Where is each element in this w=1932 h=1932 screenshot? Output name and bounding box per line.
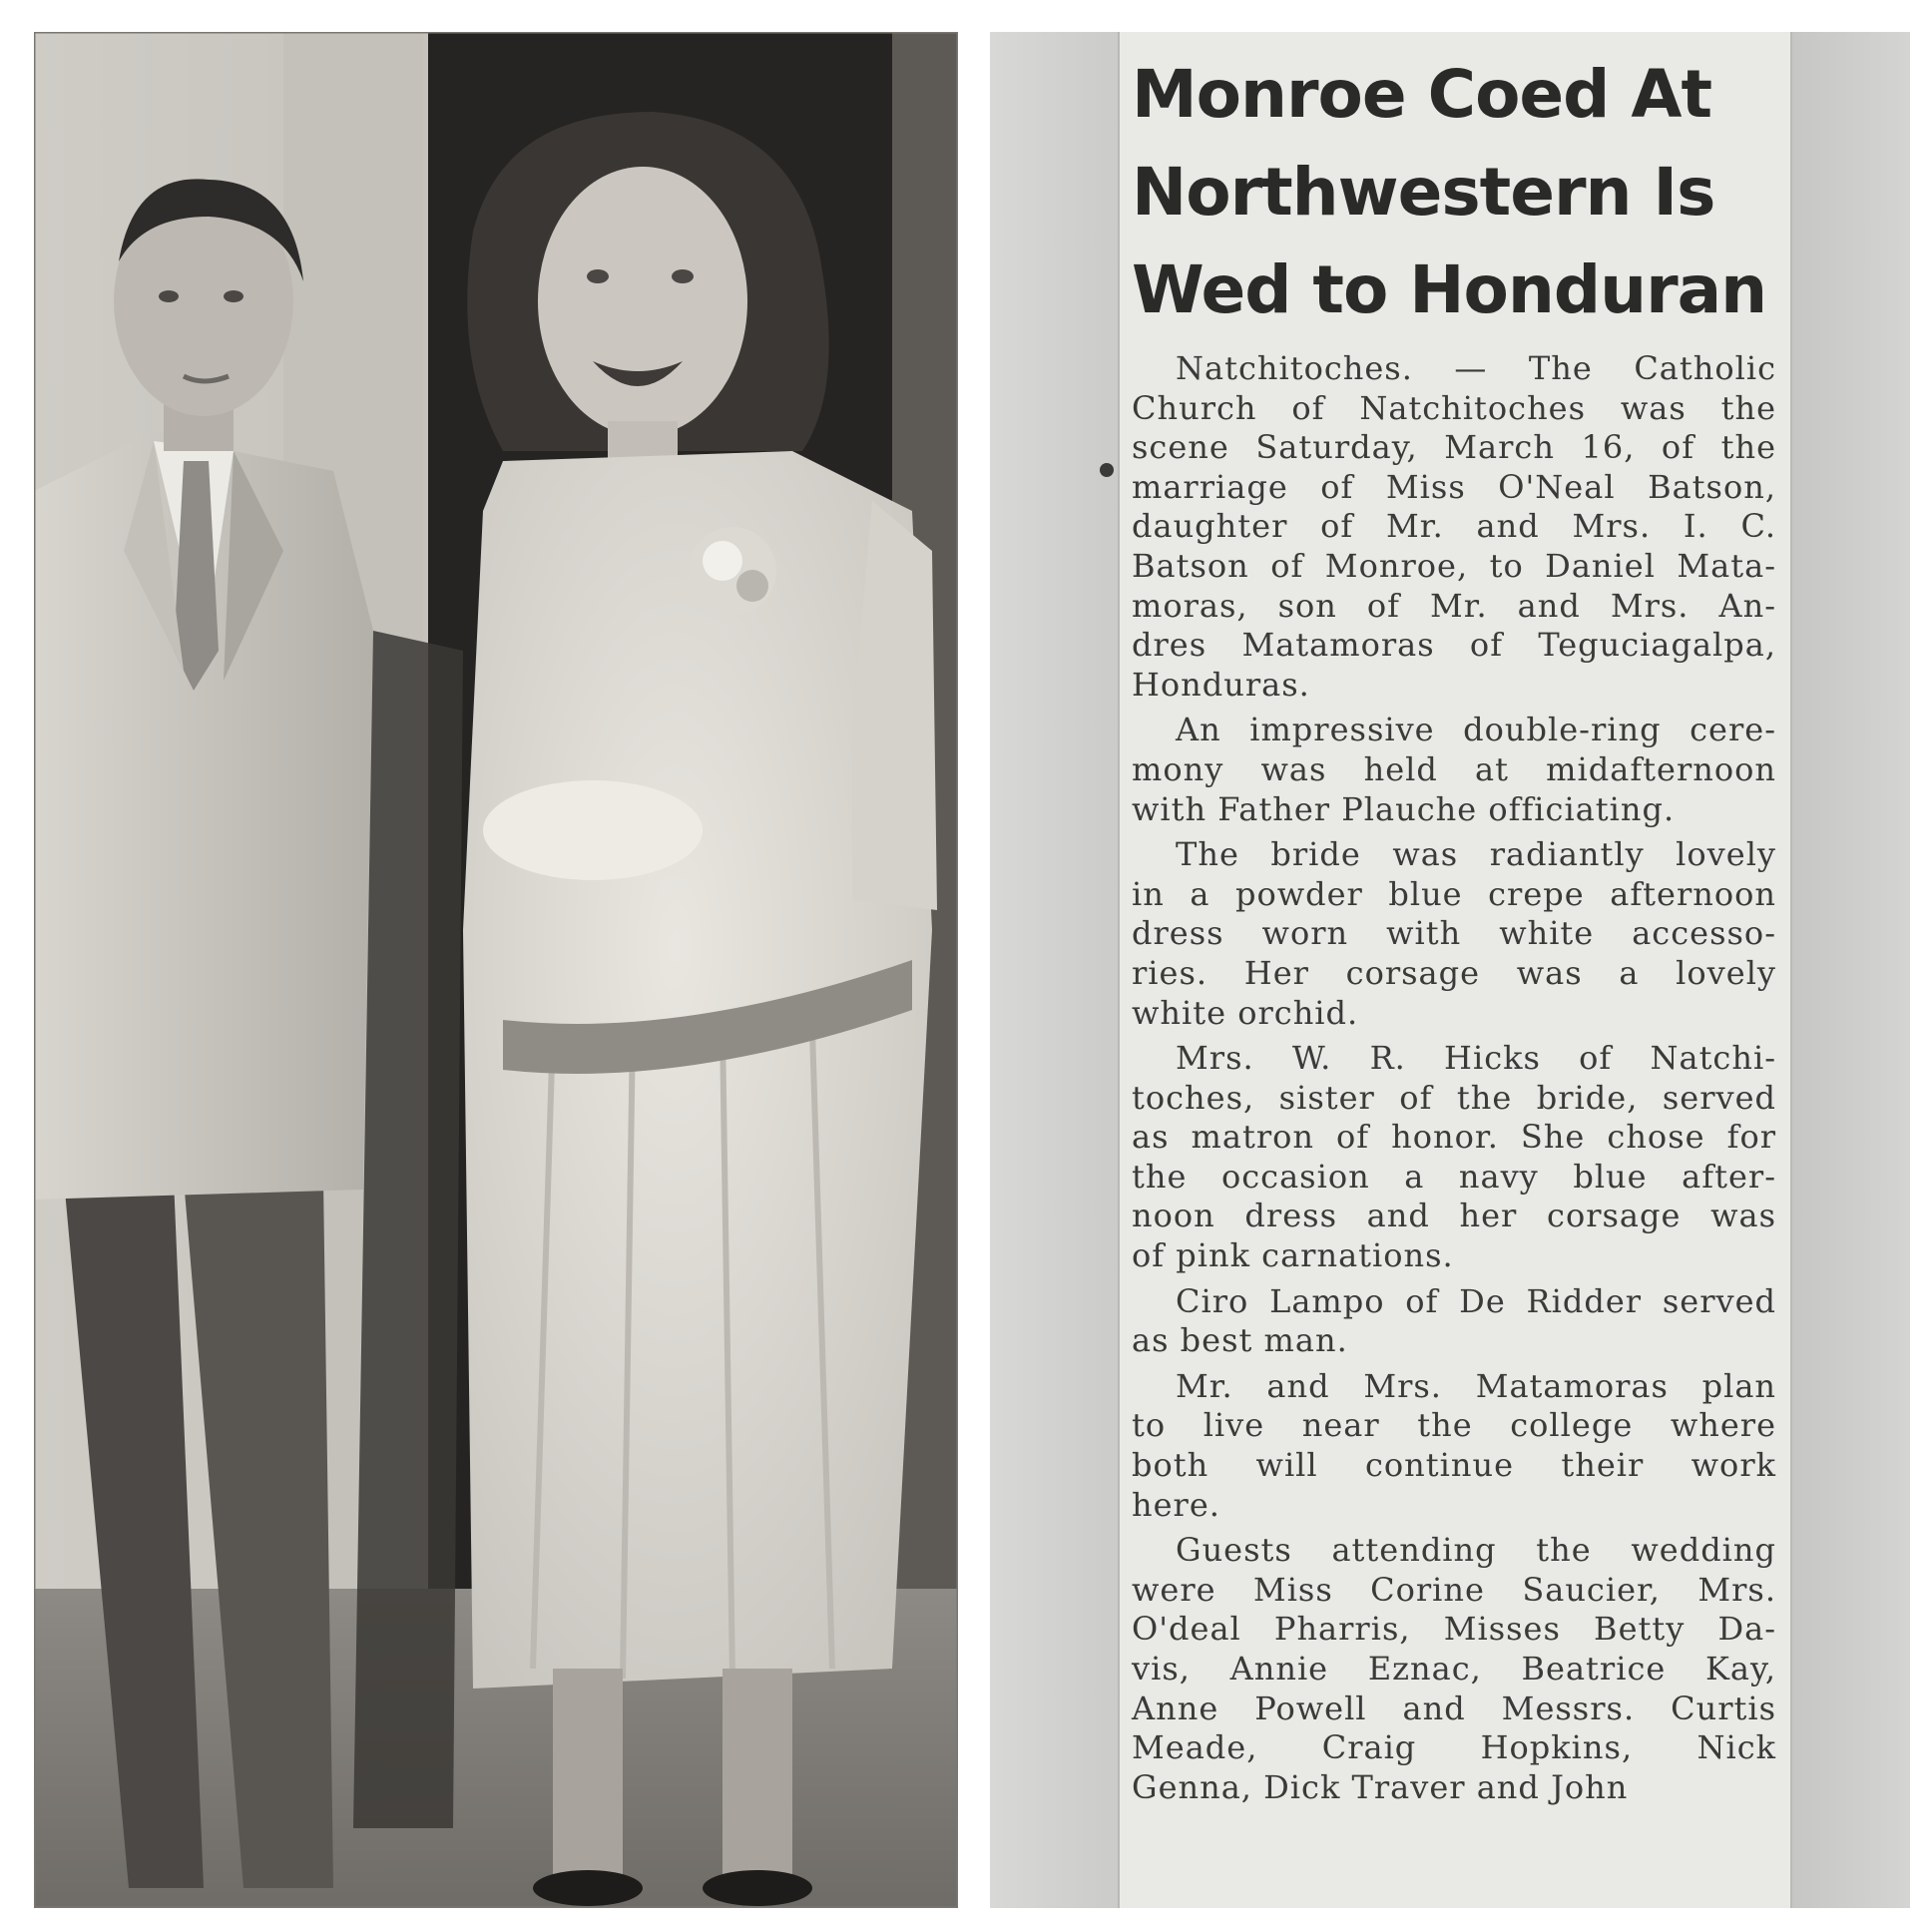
clipping-paper (1118, 32, 1792, 1908)
article-line: The bride was radiantly lovely (1176, 835, 1776, 874)
article-line: white orchid. (1132, 993, 1359, 1032)
article-line: Honduras. (1132, 665, 1310, 704)
article-paragraph (1132, 1531, 1776, 1807)
article-line: moras, son of Mr. and Mrs. An- (1132, 586, 1776, 625)
article-paragraph (1132, 711, 1776, 829)
headline (1132, 46, 1780, 339)
article-line: as best man. (1132, 1321, 1348, 1360)
article-paragraph (1132, 835, 1776, 1033)
article-line: Mr. and Mrs. Matamoras plan (1176, 1366, 1776, 1405)
article-paragraph (1132, 1367, 1776, 1525)
article-paragraph (1132, 349, 1776, 705)
headline-line: Wed to Honduran (1132, 251, 1767, 328)
article-line: as matron of honor. She chose for (1132, 1118, 1776, 1157)
clipping-backing (990, 32, 1118, 1908)
clipping-backing (1790, 32, 1910, 1908)
article-line: mony was held at midafternoon (1132, 749, 1776, 788)
headline-line: Northwestern Is (1132, 154, 1715, 231)
article-line: Church of Natchitoches was the (1132, 388, 1776, 427)
article-line: the occasion a navy blue after- (1132, 1157, 1776, 1196)
wedding-photo (34, 32, 958, 1908)
wedding-couple-photo-icon (34, 32, 958, 1908)
article-line: Genna, Dick Traver and John (1132, 1767, 1629, 1806)
article-line: An impressive double-ring cere- (1176, 711, 1776, 749)
article-line: of pink carnations. (1132, 1236, 1454, 1275)
article-line: vis, Annie Eznac, Beatrice Kay, (1132, 1650, 1776, 1688)
article-paragraph (1132, 1039, 1776, 1276)
article-line: noon dress and her corsage was (1132, 1197, 1776, 1235)
article-line: toches, sister of the bride, served (1132, 1078, 1776, 1117)
article-line: scene Saturday, March 16, of the (1132, 428, 1776, 467)
article-line: ries. Her corsage was a lovely (1132, 953, 1776, 992)
article-line: dres Matamoras of Teguciagalpa, (1132, 626, 1776, 665)
newspaper-clipping (990, 32, 1910, 1908)
article-line: marriage of Miss O'Neal Batson, (1132, 467, 1776, 506)
article-line: were Miss Corine Saucier, Mrs. (1132, 1570, 1776, 1609)
article-line: in a powder blue crepe afternoon (1132, 874, 1776, 913)
article-body (1132, 349, 1776, 1813)
article-line: Batson of Monroe, to Daniel Mata- (1132, 546, 1776, 585)
article-paragraph (1132, 1282, 1776, 1361)
ink-spot (1100, 463, 1114, 477)
article-line: Mrs. W. R. Hicks of Natchi- (1176, 1039, 1776, 1078)
article-line: Ciro Lampo of De Ridder served (1176, 1281, 1776, 1320)
headline-line: Monroe Coed At (1132, 56, 1712, 133)
article-line: Meade, Craig Hopkins, Nick (1132, 1728, 1776, 1767)
article-line: daughter of Mr. and Mrs. I. C. (1132, 507, 1776, 546)
article-line: both will continue their work (1132, 1446, 1776, 1485)
article-line: O'deal Pharris, Misses Betty Da- (1132, 1610, 1776, 1649)
article-line: with Father Plauche officiating. (1132, 789, 1676, 828)
article-line: Guests attending the wedding (1176, 1531, 1776, 1570)
article-line: to live near the college where (1132, 1406, 1776, 1445)
article-line: dress worn with white accesso- (1132, 914, 1776, 953)
article-line: Anne Powell and Messrs. Curtis (1132, 1689, 1776, 1727)
article-line: here. (1132, 1485, 1220, 1524)
article-line: Natchitoches. — The Catholic (1176, 349, 1776, 387)
